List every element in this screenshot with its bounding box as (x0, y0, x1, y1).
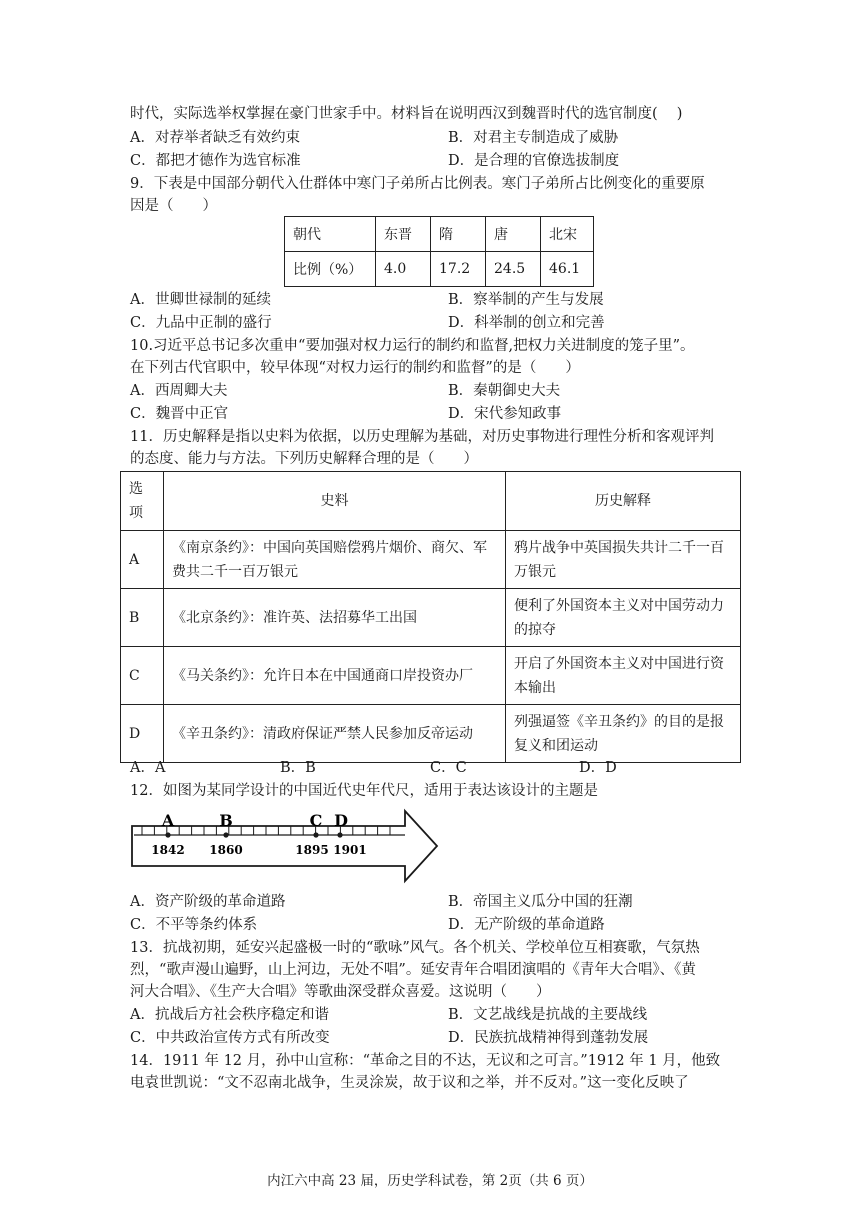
question-14-text: 14．1911 年 12 月，孙中山宣称：“革命之目的不达，无议和之可言。”1912 年 1 月，他致 (130, 1053, 721, 1069)
row-source: 《南京条约》：中国向英国赔偿鸦片烟价、商欠、军费共二千一百万银元 (164, 531, 506, 589)
question-11-text: 11．历史解释是指以史料为依据，以历史理解为基础，对历史事物进行理性分析和客观评判 (130, 429, 714, 445)
row-source: 《北京条约》：准许英、法招募华工出国 (164, 589, 506, 647)
header-option-line-2: 项 (129, 505, 143, 521)
option-d: D．是合理的官僚选拔制度 (448, 153, 620, 169)
question-9-text-2: 因是（ ） (130, 198, 217, 214)
page-footer: 内江六中高 23 届，历史学科试卷，第 2页（共 6 页） (267, 1173, 593, 1189)
timeline-point-d (333, 811, 366, 857)
option-a: A．西周卿大夫 (130, 383, 228, 399)
row-option: A (121, 531, 164, 589)
question-10-options-row-2 (130, 404, 740, 424)
option-d: D．科举制的创立和完善 (448, 315, 605, 331)
option-c: C．魏晋中正官 (130, 406, 229, 422)
question-13-options-row-1 (130, 1005, 740, 1025)
question-12-options-row-2 (130, 915, 740, 935)
table-row (121, 647, 741, 705)
history-interpretation-table (120, 471, 741, 763)
question-11-text-2: 的态度、能力与方法。下列历史解释合理的是（ ） (130, 451, 478, 467)
timeline-letter: C (309, 811, 323, 830)
option-d: D．宋代参知政事 (448, 406, 562, 422)
question-13-text-3: 河大合唱》、《生产大合唱》等歌曲深受群众喜爱。这说明（ ） (130, 984, 551, 1000)
header-source: 史料 (164, 472, 506, 531)
option-c: C．都把才德作为选官标准 (130, 153, 301, 169)
question-10-text-2: 在下列古代官职中，较早体现“对权力运行的制约和监督”的是（ ） (130, 360, 580, 376)
timeline-year: 1860 (209, 843, 243, 857)
table-row (121, 531, 741, 589)
question-13-text: 13．抗战初期，延安兴起盛极一时的“歌咏”风气。各个机关、学校单位互相赛歌，气氛热 (130, 940, 700, 956)
option-c: C．九品中正制的盛行 (130, 315, 272, 331)
timeline-year: 1842 (151, 843, 185, 857)
row-option: B (121, 589, 164, 647)
option-a: A．世卿世禄制的延续 (130, 292, 271, 308)
option-a: A．资产阶级的革命道路 (130, 894, 286, 910)
question-10-text: 10.习近平总书记多次重申“要加强对权力运行的制约和监督,把权力关进制度的笼子里”。 (130, 338, 695, 354)
timeline-letter: D (334, 811, 348, 830)
question-8-options-row-2 (130, 151, 740, 171)
option-c: C．中共政治宣传方式有所改变 (130, 1030, 330, 1046)
question-11-options-row (130, 758, 740, 778)
question-14-text-2: 电袁世凯说：“文不忍南北战争，生灵涂炭，故于议和之举，并不反对。”这一变化反映了 (130, 1075, 689, 1091)
question-9-text: 9．下表是中国部分朝代入仕群体中寒门子弟所占比例表。寒门子弟所占比例变化的重要原 (130, 176, 705, 192)
option-a: A．抗战后方社会秩序稳定和谐 (130, 1007, 329, 1023)
row-interpretation: 鸦片战争中英国损失共计二千一百万银元 (506, 531, 741, 589)
table-cell: 东晋 (376, 217, 431, 252)
table-header-row (121, 472, 741, 531)
table-row (285, 252, 594, 287)
table-cell: 17.2 (431, 252, 486, 287)
question-13-text-2: 烈，“歌声漫山遍野，山上河边，无处不唱”。延安青年合唱团演唱的《青年大合唱》、《黄 (130, 962, 696, 978)
option-b: B．文艺战线是抗战的主要战线 (448, 1007, 648, 1023)
timeline-ruler (130, 808, 440, 888)
row-option: C (121, 647, 164, 705)
row-interpretation: 列强逼签《辛丑条约》的目的是报复义和团运动 (506, 705, 741, 763)
row-interpretation: 便利了外国资本主义对中国劳动力的掠夺 (506, 589, 741, 647)
header-interpretation: 历史解释 (506, 472, 741, 531)
question-10-options-row-1 (130, 381, 740, 401)
question-8-text-end: 时代，实际选举权掌握在豪门世家手中。材料旨在说明西汉到魏晋时代的选官制度( ) (130, 106, 683, 122)
question-12-options-row-1 (130, 892, 740, 912)
table-cell: 唐 (486, 217, 541, 252)
row-source: 《马关条约》：允许日本在中国通商口岸投资办厂 (164, 647, 506, 705)
table-row (121, 589, 741, 647)
timeline-year: 1895 (295, 843, 329, 857)
table-cell: 隋 (431, 217, 486, 252)
option-a: A．A (130, 760, 166, 776)
table-cell: 朝代 (285, 217, 376, 252)
option-b: B．秦朝御史大夫 (448, 383, 561, 399)
timeline-year: 1901 (333, 843, 367, 857)
question-12-text: 12．如图为某同学设计的中国近代史年代尺，适用于表达该设计的主题是 (130, 783, 598, 799)
timeline-dot (223, 832, 228, 837)
option-a: A．对荐举者缺乏有效约束 (130, 130, 300, 146)
option-b: B．B (280, 760, 316, 776)
timeline-dot (337, 832, 342, 837)
option-c: C．不平等条约体系 (130, 917, 258, 933)
table-row (121, 705, 741, 763)
option-d: D．无产阶级的革命道路 (448, 917, 605, 933)
table-cell: 比例（%） (285, 252, 376, 287)
timeline-point-c (295, 811, 328, 857)
dynasty-ratio-table (284, 216, 594, 287)
question-9-options-row-1 (130, 290, 740, 310)
table-cell: 北宋 (541, 217, 594, 252)
option-c: C．C (430, 760, 467, 776)
table-cell: 46.1 (541, 252, 594, 287)
question-8-options-row-1 (130, 128, 740, 148)
timeline-letter: B (219, 811, 233, 830)
timeline-dot (313, 832, 318, 837)
table-row (285, 217, 594, 252)
timeline-dot (165, 832, 170, 837)
option-d: D．民族抗战精神得到蓬勃发展 (448, 1030, 649, 1046)
option-b: B．帝国主义瓜分中国的狂潮 (448, 894, 633, 910)
row-interpretation: 开启了外国资本主义对中国进行资本输出 (506, 647, 741, 705)
header-option (121, 472, 164, 531)
timeline-letter: A (161, 811, 175, 830)
row-source: 《辛丑条约》：清政府保证严禁人民参加反帝运动 (164, 705, 506, 763)
question-9-options-row-2 (130, 313, 740, 333)
timeline-ticks (142, 826, 390, 835)
row-option: D (121, 705, 164, 763)
option-d: D．D (579, 760, 617, 776)
question-13-options-row-2 (130, 1028, 740, 1048)
table-cell: 4.0 (376, 252, 431, 287)
header-option-line-1: 选 (129, 481, 143, 497)
option-b: B．对君主专制造成了威胁 (448, 130, 619, 146)
option-b: B．察举制的产生与发展 (448, 292, 604, 308)
table-cell: 24.5 (486, 252, 541, 287)
timeline-point-b (209, 811, 242, 857)
